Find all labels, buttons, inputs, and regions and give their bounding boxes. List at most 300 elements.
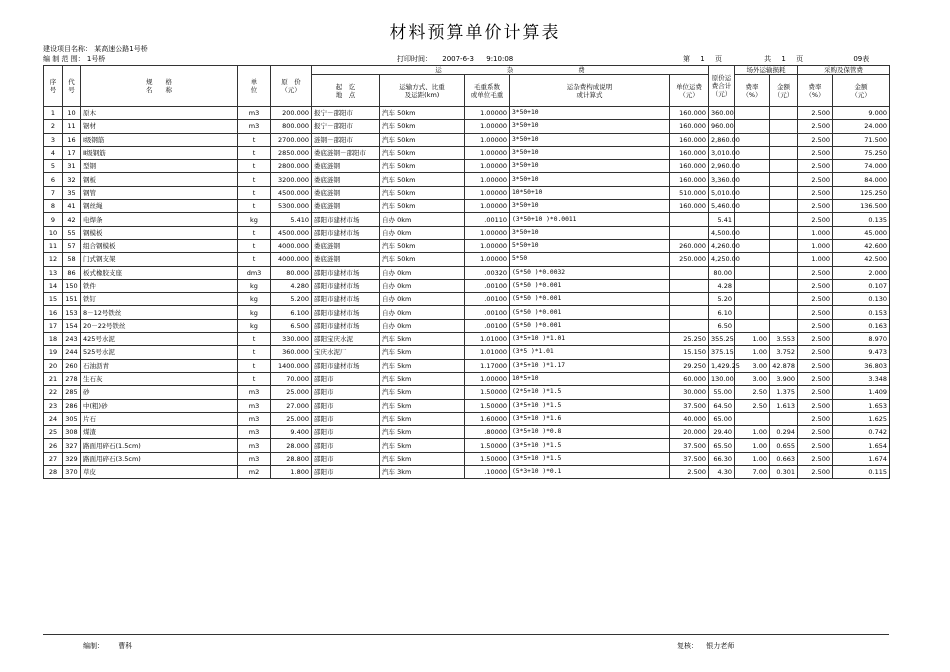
cell-la — [770, 213, 798, 226]
header-storage-group: 采购及保管费 — [798, 66, 890, 75]
cell-unit: t — [238, 133, 271, 146]
cell-unit: t — [238, 146, 271, 159]
cell-formula: (3*5+10 )*1.5 — [510, 399, 670, 412]
cell-trans: 汽车 50km — [380, 146, 465, 159]
cell-trans: 汽车 50km — [380, 253, 465, 266]
cell-coef: 1.00000 — [465, 120, 510, 133]
cell-la — [770, 226, 798, 239]
cell-formula: 10*5+10 — [510, 372, 670, 385]
cell-orig: 6.500 — [271, 319, 312, 332]
cell-uf: 29.250 — [670, 359, 709, 372]
cell-name: 路面用碎石(1.5cm) — [81, 439, 238, 452]
cell-name: 砂 — [81, 386, 238, 399]
header-loss-rate: 费率 （%） — [735, 75, 770, 107]
cell-trans: 汽车 5km — [380, 426, 465, 439]
cell-coef: 1.50000 — [465, 399, 510, 412]
cell-sa: 42.500 — [833, 253, 890, 266]
project-name: 某高速公路1号桥 — [94, 45, 148, 53]
header-orig-price: 原 价 （元） — [271, 66, 312, 107]
cell-coef: .00100 — [465, 306, 510, 319]
cell-uf — [670, 213, 709, 226]
header-freight-group: 运 杂 费 — [312, 66, 709, 75]
cell-seq: 26 — [44, 439, 63, 452]
cell-coef: 1.00000 — [465, 133, 510, 146]
cell-sa: 71.500 — [833, 133, 890, 146]
cell-coef: 1.00000 — [465, 160, 510, 173]
cell-la — [770, 107, 798, 120]
cell-lr: 2.50 — [735, 386, 770, 399]
table-row — [44, 120, 890, 133]
cell-unit: m3 — [238, 412, 271, 425]
cell-origin: 娄底涟钢 — [312, 200, 380, 213]
cell-origin: 涟钢－邵阳市 — [312, 133, 380, 146]
cell-la — [770, 279, 798, 292]
cell-orig: 5300.000 — [271, 200, 312, 213]
cell-formula: (3*50+10 )*0.0011 — [510, 213, 670, 226]
cell-origin: 报宁－邵阳市 — [312, 107, 380, 120]
project-name-line — [43, 44, 148, 54]
cell-sa: 1.625 — [833, 412, 890, 425]
cell-uf: 15.150 — [670, 346, 709, 359]
cell-uf: 260.000 — [670, 239, 709, 252]
cell-unit: m3 — [238, 107, 271, 120]
cell-code: 370 — [63, 466, 81, 479]
cell-trans: 自办 0km — [380, 306, 465, 319]
cell-orig: 4.280 — [271, 279, 312, 292]
cell-sa: 0.742 — [833, 426, 890, 439]
cell-orig: 2700.000 — [271, 133, 312, 146]
table-row — [44, 186, 890, 199]
cell-coef: .00110 — [465, 213, 510, 226]
cell-la — [770, 186, 798, 199]
cell-trans: 汽车 5km — [380, 359, 465, 372]
cell-sr: 2.500 — [798, 359, 833, 372]
cell-orig: 2800.000 — [271, 160, 312, 173]
cell-origin: 娄底涟钢－邵阳市 — [312, 146, 380, 159]
cell-trans: 汽车 5km — [380, 399, 465, 412]
cell-name: 门式钢支架 — [81, 253, 238, 266]
cell-orig: 80.000 — [271, 266, 312, 279]
cell-code: 285 — [63, 386, 81, 399]
table-row — [44, 173, 890, 186]
cell-orig: 800.000 — [271, 120, 312, 133]
cell-unit: kg — [238, 306, 271, 319]
header-unit-freight: 单位运费 （元） — [670, 75, 709, 107]
cell-formula: 3*50+10 — [510, 173, 670, 186]
cell-orig: 9.400 — [271, 426, 312, 439]
reviewer-name: 银力老师 — [706, 642, 735, 650]
cell-unit: t — [238, 253, 271, 266]
cell-origin: 邵阳市 — [312, 386, 380, 399]
cell-sr: 2.500 — [798, 439, 833, 452]
cell-coef: .00100 — [465, 293, 510, 306]
cell-sa: 0.130 — [833, 293, 890, 306]
cell-orig: 330.000 — [271, 333, 312, 346]
cell-la — [770, 253, 798, 266]
cell-seq: 22 — [44, 386, 63, 399]
table-row — [44, 359, 890, 372]
cell-base: 65.00 — [709, 412, 735, 425]
cell-sr: 2.500 — [798, 306, 833, 319]
cell-name: 路面用碎石(3.5cm) — [81, 452, 238, 465]
cell-trans: 汽车 5km — [380, 412, 465, 425]
cell-name: 铁件 — [81, 279, 238, 292]
cell-trans: 汽车 50km — [380, 186, 465, 199]
cell-trans: 汽车 50km — [380, 239, 465, 252]
cell-sa: 3.348 — [833, 372, 890, 385]
cell-unit: t — [238, 239, 271, 252]
cell-trans: 自办 0km — [380, 213, 465, 226]
cell-sr: 2.500 — [798, 160, 833, 173]
cell-orig: 27.000 — [271, 399, 312, 412]
cell-unit: m3 — [238, 386, 271, 399]
cell-sr: 2.500 — [798, 120, 833, 133]
cell-sr: 2.500 — [798, 293, 833, 306]
cell-coef: .00320 — [465, 266, 510, 279]
table-row — [44, 107, 890, 120]
cell-uf: 250.000 — [670, 253, 709, 266]
cell-seq: 9 — [44, 213, 63, 226]
cell-seq: 19 — [44, 346, 63, 359]
cell-trans: 汽车 50km — [380, 173, 465, 186]
cell-formula: (3*5+10 )*0.8 — [510, 426, 670, 439]
cell-origin: 娄底涟钢 — [312, 186, 380, 199]
page-unit: 页 — [714, 55, 722, 63]
cell-sa: 0.107 — [833, 279, 890, 292]
cell-orig: 4500.000 — [271, 226, 312, 239]
cell-coef: 1.00000 — [465, 146, 510, 159]
cell-uf — [670, 306, 709, 319]
page-number: 1 — [700, 55, 705, 63]
cell-la: 0.294 — [770, 426, 798, 439]
print-date: 2007-6-3 — [442, 55, 475, 63]
cell-orig: 200.000 — [271, 107, 312, 120]
cell-unit: m2 — [238, 466, 271, 479]
table-row — [44, 426, 890, 439]
cell-base: 2,960.00 — [709, 160, 735, 173]
cell-seq: 4 — [44, 146, 63, 159]
cell-seq: 10 — [44, 226, 63, 239]
cell-lr: 1.00 — [735, 346, 770, 359]
cell-la: 0.655 — [770, 439, 798, 452]
cell-sr: 2.500 — [798, 319, 833, 332]
cell-la — [770, 173, 798, 186]
cell-coef: 1.00000 — [465, 186, 510, 199]
cell-base: 65.50 — [709, 439, 735, 452]
cell-coef: .10000 — [465, 466, 510, 479]
cell-sa: 1.653 — [833, 399, 890, 412]
cell-sr: 2.500 — [798, 372, 833, 385]
cell-uf — [670, 226, 709, 239]
cell-coef: 1.01000 — [465, 346, 510, 359]
cell-sa: 84.000 — [833, 173, 890, 186]
cell-uf: 20.000 — [670, 426, 709, 439]
cell-sa: 42.600 — [833, 239, 890, 252]
cell-code: 154 — [63, 319, 81, 332]
cell-seq: 17 — [44, 319, 63, 332]
cell-lr — [735, 319, 770, 332]
table-row — [44, 253, 890, 266]
page-info — [683, 54, 869, 64]
cell-name: 草皮 — [81, 466, 238, 479]
cell-code: 31 — [63, 160, 81, 173]
cell-uf — [670, 279, 709, 292]
cell-base: 4,250.00 — [709, 253, 735, 266]
cell-unit: kg — [238, 279, 271, 292]
cell-trans: 汽车 5km — [380, 386, 465, 399]
cell-origin: 宝庆水泥厂 — [312, 346, 380, 359]
table-row — [44, 239, 890, 252]
cell-la: 1.375 — [770, 386, 798, 399]
cell-formula: (3*5 )*1.01 — [510, 346, 670, 359]
table-row — [44, 372, 890, 385]
page-title: 材料预算单价计算表 — [389, 23, 561, 43]
cell-coef: 1.60000 — [465, 412, 510, 425]
cell-orig: 28.000 — [271, 439, 312, 452]
cell-sa: 1.409 — [833, 386, 890, 399]
cell-uf: 37.500 — [670, 452, 709, 465]
cell-name: 铁钉 — [81, 293, 238, 306]
compiler-label: 编制： — [83, 642, 104, 650]
cell-origin: 邵阳市 — [312, 399, 380, 412]
cell-seq: 25 — [44, 426, 63, 439]
cell-orig: 70.000 — [271, 372, 312, 385]
cell-sr: 2.500 — [798, 146, 833, 159]
cell-origin: 邵阳市建材市场 — [312, 226, 380, 239]
cell-base: 66.30 — [709, 452, 735, 465]
table-row — [44, 213, 890, 226]
cell-sr: 2.500 — [798, 466, 833, 479]
cell-seq: 27 — [44, 452, 63, 465]
cell-uf: 2.500 — [670, 466, 709, 479]
cell-uf: 160.000 — [670, 107, 709, 120]
scope-line — [43, 54, 105, 64]
cell-origin: 邵阳市建材市场 — [312, 213, 380, 226]
cell-origin: 邵阳宝庆水泥 — [312, 333, 380, 346]
cell-code: 17 — [63, 146, 81, 159]
cell-sa: 0.163 — [833, 319, 890, 332]
cell-sr: 2.500 — [798, 386, 833, 399]
cell-base: 4,260.00 — [709, 239, 735, 252]
cell-formula: 5*50+10 — [510, 239, 670, 252]
cell-trans: 自办 0km — [380, 226, 465, 239]
cell-uf: 60.000 — [670, 372, 709, 385]
cell-uf: 160.000 — [670, 200, 709, 213]
cell-formula: (3*5+10 )*1.5 — [510, 452, 670, 465]
cell-unit: kg — [238, 293, 271, 306]
cell-sa: 1.674 — [833, 452, 890, 465]
cell-formula: (3*5+10 )*1.5 — [510, 439, 670, 452]
cell-sa: 9.000 — [833, 107, 890, 120]
cell-sa: 1.654 — [833, 439, 890, 452]
cell-formula: (3*5+10 )*1.6 — [510, 412, 670, 425]
cell-formula: 5*50 — [510, 253, 670, 266]
cell-formula: 3*50+10 — [510, 200, 670, 213]
cell-uf: 30.000 — [670, 386, 709, 399]
cell-sa: 0.153 — [833, 306, 890, 319]
cell-trans: 汽车 50km — [380, 133, 465, 146]
reviewer — [677, 641, 734, 651]
table-row — [44, 160, 890, 173]
cell-code: 10 — [63, 107, 81, 120]
cell-code: 41 — [63, 200, 81, 213]
project-label: 建设项目名称： — [43, 45, 92, 53]
cell-coef: 1.50000 — [465, 386, 510, 399]
cell-code: 327 — [63, 439, 81, 452]
header-unit: 单 位 — [238, 66, 271, 107]
cell-base: 960.00 — [709, 120, 735, 133]
cell-lr: 1.00 — [735, 426, 770, 439]
print-label: 打印时间： — [397, 55, 432, 63]
header-seq: 序 号 — [44, 66, 63, 107]
cell-orig: 2850.000 — [271, 146, 312, 159]
cell-sa: 125.250 — [833, 186, 890, 199]
cell-uf: 37.500 — [670, 399, 709, 412]
cell-lr — [735, 266, 770, 279]
cell-code: 151 — [63, 293, 81, 306]
cell-uf — [670, 266, 709, 279]
cell-name: 锯材 — [81, 120, 238, 133]
cell-la — [770, 133, 798, 146]
cell-base: 1,429.25 — [709, 359, 735, 372]
cell-name: 425号水泥 — [81, 333, 238, 346]
cell-seq: 20 — [44, 359, 63, 372]
cell-code: 58 — [63, 253, 81, 266]
cell-base: 5.20 — [709, 293, 735, 306]
cell-formula: (5*50 )*0.001 — [510, 293, 670, 306]
header-transport: 运输方式、比重 及运距(km) — [380, 75, 465, 107]
cell-lr — [735, 293, 770, 306]
cell-orig: 1400.000 — [271, 359, 312, 372]
cell-formula: (3*5+10 )*1.01 — [510, 333, 670, 346]
cell-name: 中(粗)砂 — [81, 399, 238, 412]
cell-sr: 2.500 — [798, 426, 833, 439]
cell-origin: 娄底涟钢 — [312, 239, 380, 252]
cell-sr: 2.500 — [798, 266, 833, 279]
cell-uf — [670, 319, 709, 332]
cell-origin: 邵阳市 — [312, 439, 380, 452]
cell-sr: 2.500 — [798, 452, 833, 465]
cell-origin: 娄底涟钢 — [312, 160, 380, 173]
cell-trans: 汽车 5km — [380, 439, 465, 452]
cell-sa: 8.970 — [833, 333, 890, 346]
cell-name: Ⅱ级钢筋 — [81, 146, 238, 159]
cell-formula: 3*50+10 — [510, 133, 670, 146]
cell-formula: (5*50 )*0.001 — [510, 306, 670, 319]
cell-trans: 汽车 5km — [380, 333, 465, 346]
cell-unit: kg — [238, 319, 271, 332]
cell-seq: 11 — [44, 239, 63, 252]
cell-origin: 邵阳市建材市场 — [312, 279, 380, 292]
cell-base: 3,360.00 — [709, 173, 735, 186]
cell-sa: 75.250 — [833, 146, 890, 159]
cell-sr: 2.500 — [798, 279, 833, 292]
table-row — [44, 466, 890, 479]
table-row — [44, 226, 890, 239]
cell-code: 244 — [63, 346, 81, 359]
cell-sr: 2.500 — [798, 213, 833, 226]
cell-formula: 3*50+10 — [510, 146, 670, 159]
cell-unit: m3 — [238, 452, 271, 465]
cell-name: 8－12号铁丝 — [81, 306, 238, 319]
cell-uf: 37.500 — [670, 439, 709, 452]
cell-orig: 3200.000 — [271, 173, 312, 186]
cell-seq: 8 — [44, 200, 63, 213]
cell-trans: 汽车 50km — [380, 120, 465, 133]
header-storage-rate: 费率 （%） — [798, 75, 833, 107]
cell-orig: 6.100 — [271, 306, 312, 319]
compiler — [83, 641, 132, 651]
cell-coef: 1.00000 — [465, 226, 510, 239]
cell-seq: 16 — [44, 306, 63, 319]
form-number: 09表 — [853, 55, 870, 63]
cell-la: 0.663 — [770, 452, 798, 465]
cell-base: 5.41 — [709, 213, 735, 226]
cell-origin: 邵阳市建材市场 — [312, 359, 380, 372]
cell-sa: 0.115 — [833, 466, 890, 479]
cell-coef: 1.00000 — [465, 372, 510, 385]
cell-coef: .00100 — [465, 319, 510, 332]
cell-base: 375.15 — [709, 346, 735, 359]
cell-sr: 2.500 — [798, 333, 833, 346]
table-row — [44, 200, 890, 213]
cell-sr: 1.000 — [798, 226, 833, 239]
cell-name: Ⅰ级钢筋 — [81, 133, 238, 146]
cell-origin: 邵阳市建材市场 — [312, 266, 380, 279]
cell-trans: 自办 0km — [380, 266, 465, 279]
cell-lr — [735, 213, 770, 226]
cell-la — [770, 120, 798, 133]
cell-sa: 136.500 — [833, 200, 890, 213]
cell-code: 35 — [63, 186, 81, 199]
cell-name: 型钢 — [81, 160, 238, 173]
table-row — [44, 133, 890, 146]
cell-name: 钢板 — [81, 173, 238, 186]
cell-unit: m3 — [238, 399, 271, 412]
cell-base: 6.10 — [709, 306, 735, 319]
cell-code: 150 — [63, 279, 81, 292]
cell-la: 3.900 — [770, 372, 798, 385]
header-name: 规 格 名 称 — [81, 66, 238, 107]
cell-la — [770, 319, 798, 332]
compiler-name: 曹科 — [118, 642, 133, 650]
cell-formula: (5*3+10 )*0.1 — [510, 466, 670, 479]
cell-name: 电焊条 — [81, 213, 238, 226]
cell-uf: 160.000 — [670, 120, 709, 133]
table-row — [44, 452, 890, 465]
cell-formula: 3*50+10 — [510, 120, 670, 133]
cell-trans: 自办 0km — [380, 319, 465, 332]
header-storage-amount: 金额 （元） — [833, 75, 890, 107]
total-label: 共 — [764, 55, 772, 63]
cell-coef: 1.50000 — [465, 439, 510, 452]
cell-unit: t — [238, 173, 271, 186]
cell-uf: 160.000 — [670, 173, 709, 186]
cell-uf — [670, 293, 709, 306]
cell-seq: 18 — [44, 333, 63, 346]
cell-sa: 74.000 — [833, 160, 890, 173]
cell-unit: m3 — [238, 426, 271, 439]
cell-unit: t — [238, 186, 271, 199]
cell-trans: 汽车 50km — [380, 200, 465, 213]
page-label: 第 — [683, 55, 690, 63]
cell-base: 3,010.00 — [709, 146, 735, 159]
cell-trans: 自办 0km — [380, 293, 465, 306]
cell-lr: 1.00 — [735, 333, 770, 346]
cell-orig: 5.200 — [271, 293, 312, 306]
cell-base: 2,860.00 — [709, 133, 735, 146]
cell-seq: 3 — [44, 133, 63, 146]
